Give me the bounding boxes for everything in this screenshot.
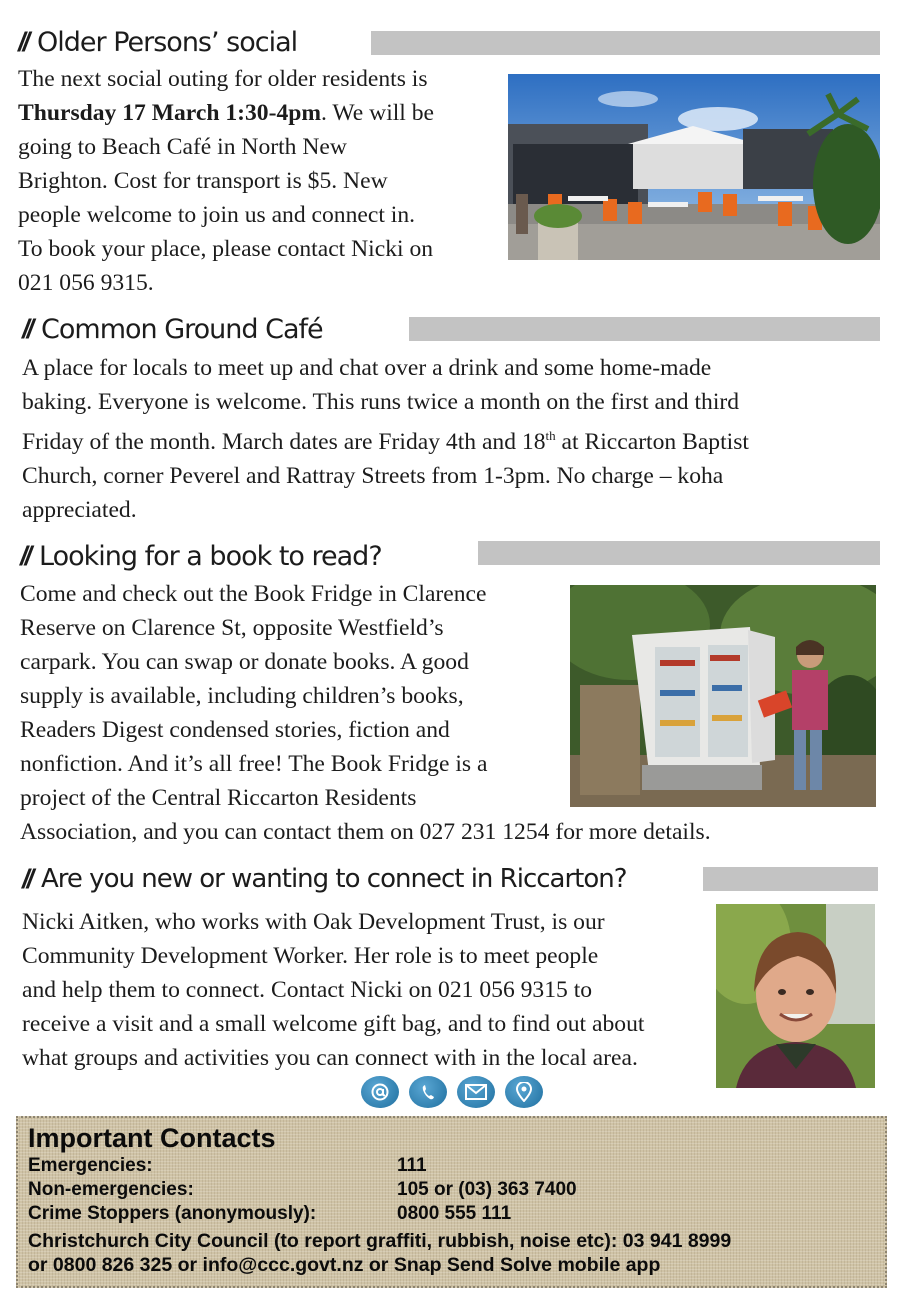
text-span: . We will be (321, 100, 435, 126)
text-span: Friday of the month. March dates are Friday 4th and 18 (22, 428, 546, 455)
heading-text: Common Ground Café (41, 313, 323, 345)
text-span: at Riccarton Baptist (555, 428, 749, 455)
text-line: project of the Central Riccarton Residents (20, 785, 417, 811)
text-line (22, 419, 882, 459)
connect-text (22, 905, 712, 1075)
phone-icon (409, 1076, 447, 1108)
book-fridge-photo (570, 585, 876, 807)
contact-icons-row (361, 1076, 543, 1108)
text-line: Community Development Worker. Her role is to meet people (22, 943, 599, 969)
heading-bar (478, 541, 880, 565)
text-line: people welcome to join us and connect in. (18, 202, 416, 228)
heading-bar (703, 867, 878, 891)
slash-icon: // (20, 540, 30, 571)
text-line: Come and check out the Book Fridge in Clarence (20, 581, 487, 607)
older-persons-text (18, 62, 503, 300)
text-line: Association, and you can contact them on 027 231 1254 for more details. (20, 819, 711, 845)
heading-bar (409, 317, 880, 341)
text-line: appreciated. (22, 496, 137, 523)
slash-icon: // (22, 863, 32, 894)
heading-bar (371, 31, 880, 55)
text-line: Nicki Aitken, who works with Oak Development Trust, is our (22, 909, 605, 935)
text-line: Christchurch City Council (to report graffiti, rubbish, noise etc): 03 941 8999 (28, 1230, 732, 1252)
location-pin-icon (505, 1076, 543, 1108)
section-heading-common-ground (22, 311, 323, 347)
slash-icon: // (18, 26, 28, 57)
contact-value: 0800 555 111 (397, 1203, 512, 1224)
ordinal-suffix: th (545, 428, 556, 443)
heading-text: Looking for a book to read? (39, 540, 382, 572)
slash-icon: // (22, 313, 32, 344)
text-line: The next social outing for older residents is (18, 66, 428, 92)
contacts-title: Important Contacts (28, 1123, 276, 1153)
text-line (18, 96, 503, 130)
contact-value: 111 (397, 1155, 427, 1176)
contact-row-crime-stoppers (28, 1202, 512, 1226)
text-line: nonfiction. And it’s all free! The Book Fridge is a (20, 751, 488, 777)
section-heading-older-persons (18, 24, 297, 60)
nicki-portrait-photo (716, 904, 875, 1088)
text-line: A place for locals to meet up and chat over a drink and some home-made (22, 355, 712, 381)
text-line: 021 056 9315. (18, 270, 154, 296)
text-line: what groups and activities you can connect with in the local area. (22, 1045, 638, 1071)
common-ground-text (22, 351, 882, 527)
council-contact-text (28, 1229, 731, 1277)
contact-label: Non-emergencies: (28, 1179, 194, 1200)
text-line: Church, corner Peverel and Rattray Streets from 1-3pm. No charge – koha (22, 462, 724, 489)
important-contacts-box (16, 1116, 887, 1288)
text-line: Brighton. Cost for transport is $5. New (18, 168, 388, 194)
text-line: or 0800 826 325 or info@ccc.govt.nz or Snap Send Solve mobile app (28, 1254, 661, 1276)
text-line: and help them to connect. Contact Nicki on 021 056 9315 to (22, 977, 593, 1003)
contact-value: 105 or (03) 363 7400 (397, 1179, 577, 1200)
at-icon (361, 1076, 399, 1108)
heading-text: Older Persons’ social (37, 26, 298, 58)
contact-row-non-emergencies (28, 1178, 577, 1202)
contact-label: Emergencies: (28, 1155, 153, 1176)
section-heading-connect (22, 861, 627, 897)
section-heading-book (20, 538, 382, 574)
text-line: Reserve on Clarence St, opposite Westfield’s (20, 615, 444, 641)
text-line: baking. Everyone is welcome. This runs twice a month on the first and third (22, 389, 740, 415)
text-line: supply is available, including children’s books, (20, 683, 464, 709)
text-line: To book your place, please contact Nicki on (18, 236, 434, 262)
event-date: Thursday 17 March 1:30-4pm (18, 100, 322, 126)
contact-label: Crime Stoppers (anonymously): (28, 1203, 317, 1224)
text-line: going to Beach Café in North New (18, 134, 347, 160)
heading-text: Are you new or wanting to connect in Riccarton? (41, 864, 627, 894)
beach-cafe-photo (508, 74, 880, 260)
contact-row-emergencies (28, 1154, 427, 1178)
text-line: carpark. You can swap or donate books. A good (20, 649, 469, 675)
text-line: receive a visit and a small welcome gift bag, and to find out about (22, 1011, 645, 1037)
text-line: Readers Digest condensed stories, fiction and (20, 717, 450, 743)
mail-icon (457, 1076, 495, 1108)
